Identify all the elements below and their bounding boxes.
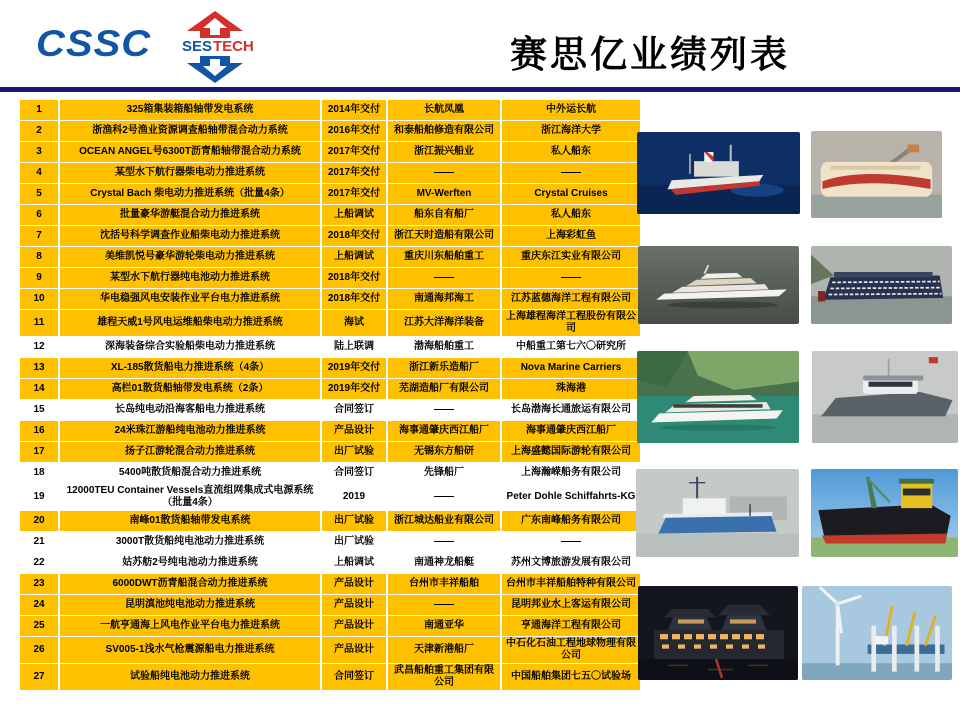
owner: 江苏蓝德海洋工程有限公司 — [502, 289, 640, 309]
photo-wind-installation-platform — [802, 586, 952, 680]
status: 海试 — [322, 310, 386, 336]
owner: 亨通海洋工程有限公司 — [502, 616, 640, 636]
owner: 浙江海洋大学 — [502, 121, 640, 141]
table-row — [20, 616, 642, 636]
status: 产品设计 — [322, 616, 386, 636]
project-name: 华电稳强风电安装作业平台电力推进系统 — [60, 289, 320, 309]
owner: 私人船东 — [502, 205, 640, 225]
owner: 中国船舶集团七五〇试验场 — [502, 664, 640, 690]
status: 陆上联调 — [322, 337, 386, 357]
project-name: 批量豪华游艇混合动力推进系统 — [60, 205, 320, 225]
owner: 私人船东 — [502, 142, 640, 162]
project-name: 某型水下航行器柴电动力推进系统 — [60, 163, 320, 183]
table-row — [20, 463, 642, 483]
project-name: 深海装备综合实验船柴电动力推进系统 — [60, 337, 320, 357]
status: 出厂试验 — [322, 442, 386, 462]
row-number: 3 — [20, 142, 58, 162]
project-name: 高栏01散货船轴带发电系统（2条） — [60, 379, 320, 399]
page-title: 赛思亿业绩列表 — [510, 34, 790, 75]
table-row — [20, 421, 642, 441]
row-number: 11 — [20, 310, 58, 336]
row-number: 24 — [20, 595, 58, 615]
table-row — [20, 664, 642, 690]
status: 2019年交付 — [322, 358, 386, 378]
owner: 昆明邦业水上客运有限公司 — [502, 595, 640, 615]
row-number: 6 — [20, 205, 58, 225]
project-name: 6000DWT沥青船混合动力推进系统 — [60, 574, 320, 594]
table-row — [20, 184, 642, 204]
table-row — [20, 484, 642, 510]
shipyard: 和泰船舶修造有限公司 — [388, 121, 500, 141]
table-row — [20, 553, 642, 573]
table-row — [20, 358, 642, 378]
row-number: 5 — [20, 184, 58, 204]
shipyard: 船东自有船厂 — [388, 205, 500, 225]
owner: 台州市丰祥船舶特种有限公司 — [502, 574, 640, 594]
row-number: 18 — [20, 463, 58, 483]
row-number: 13 — [20, 358, 58, 378]
owner: 上海彩虹鱼 — [502, 226, 640, 246]
sestech-wordmark-red: TECH — [213, 38, 254, 55]
shipyard: 浙江天时造船有限公司 — [388, 226, 500, 246]
project-name: 雄程天威1号风电运维船柴电动力推进系统 — [60, 310, 320, 336]
status: 2018年交付 — [322, 268, 386, 288]
row-number: 20 — [20, 511, 58, 531]
row-number: 19 — [20, 484, 58, 510]
shipyard: —— — [388, 400, 500, 420]
owner: 广东南峰船务有限公司 — [502, 511, 640, 531]
photo-ferry — [811, 131, 942, 218]
row-number: 7 — [20, 226, 58, 246]
performance-table — [20, 100, 642, 690]
project-name: 试验船纯电池动力推进系统 — [60, 664, 320, 690]
row-number: 4 — [20, 163, 58, 183]
project-name: 姑苏舫2号纯电池动力推进系统 — [60, 553, 320, 573]
project-name: 昆明滇池纯电池动力推进系统 — [60, 595, 320, 615]
status: 合同签订 — [322, 664, 386, 690]
table-row — [20, 337, 642, 357]
status: 2018年交付 — [322, 226, 386, 246]
owner: 中外运长航 — [502, 100, 640, 120]
status: 2019 — [322, 484, 386, 510]
status: 2019年交付 — [322, 379, 386, 399]
status: 产品设计 — [322, 421, 386, 441]
row-number: 17 — [20, 442, 58, 462]
table-row — [20, 379, 642, 399]
owner: 中船重工第七六〇研究所 — [502, 337, 640, 357]
project-name: SV005-1浅水气枪震源船电力推进系统 — [60, 637, 320, 663]
owner: Peter Dohle Schiffahrts-KG — [502, 484, 640, 510]
project-name: Crystal Bach 柴电动力推进系统（批量4条） — [60, 184, 320, 204]
status: 产品设计 — [322, 637, 386, 663]
header-divider — [0, 87, 960, 92]
status: 合同签订 — [322, 400, 386, 420]
table-row — [20, 121, 642, 141]
row-number: 15 — [20, 400, 58, 420]
shipyard: 重庆川东船舶重工 — [388, 247, 500, 267]
status: 上船调试 — [322, 553, 386, 573]
shipyard: 南通神龙船艇 — [388, 553, 500, 573]
shipyard: 渤海船舶重工 — [388, 337, 500, 357]
shipyard: 浙江新乐造船厂 — [388, 358, 500, 378]
status: 2017年交付 — [322, 163, 386, 183]
row-number: 25 — [20, 616, 58, 636]
shipyard: 天津新港船厂 — [388, 637, 500, 663]
status: 上船调试 — [322, 205, 386, 225]
shipyard: —— — [388, 595, 500, 615]
owner: 上海盛懿国际游轮有限公司 — [502, 442, 640, 462]
shipyard: 无锡东方船研 — [388, 442, 500, 462]
project-name: 325箱集装箱船轴带发电系统 — [60, 100, 320, 120]
owner: —— — [502, 163, 640, 183]
row-number: 26 — [20, 637, 58, 663]
row-number: 21 — [20, 532, 58, 552]
status: 2014年交付 — [322, 100, 386, 120]
project-name: 浙渔科2号渔业资源调查船轴带混合动力系统 — [60, 121, 320, 141]
shipyard: MV-Werften — [388, 184, 500, 204]
project-name: 一航亨通海上风电作业平台电力推进系统 — [60, 616, 320, 636]
owner: —— — [502, 268, 640, 288]
shipyard: 先锋船厂 — [388, 463, 500, 483]
status: 出厂试验 — [322, 532, 386, 552]
row-number: 23 — [20, 574, 58, 594]
shipyard: —— — [388, 484, 500, 510]
shipyard: 海事通肇庆西江船厂 — [388, 421, 500, 441]
status: 上船调试 — [322, 247, 386, 267]
shipyard: —— — [388, 163, 500, 183]
sestech-wordmark-blue: SES — [182, 38, 213, 55]
shipyard: 武昌船舶重工集团有限公司 — [388, 664, 500, 690]
status: 产品设计 — [322, 574, 386, 594]
photo-yacht-render — [638, 246, 799, 324]
table-row — [20, 247, 642, 267]
project-name: 某型水下航行器纯电池动力推进系统 — [60, 268, 320, 288]
table-row — [20, 226, 642, 246]
status: 产品设计 — [322, 595, 386, 615]
row-number: 1 — [20, 100, 58, 120]
shipyard: —— — [388, 532, 500, 552]
row-number: 16 — [20, 421, 58, 441]
row-number: 9 — [20, 268, 58, 288]
owner: Crystal Cruises — [502, 184, 640, 204]
owner: —— — [502, 532, 640, 552]
cssc-logo: CSSC — [36, 23, 152, 65]
owner: 珠海港 — [502, 379, 640, 399]
status: 2017年交付 — [322, 184, 386, 204]
table-row — [20, 205, 642, 225]
project-name: 12000TEU Container Vessels直流组网集成式电源系统（批量4条） — [60, 484, 320, 510]
table-row — [20, 163, 642, 183]
owner: 长岛渤海长通旅运有限公司 — [502, 400, 640, 420]
table-row — [20, 595, 642, 615]
shipyard: 浙江城达船业有限公司 — [388, 511, 500, 531]
project-name: 长岛纯电动沿海客船电力推进系统 — [60, 400, 320, 420]
owner: Nova Marine Carriers — [502, 358, 640, 378]
project-name: 沈括号科学调查作业船柴电动力推进系统 — [60, 226, 320, 246]
row-number: 14 — [20, 379, 58, 399]
status: 2016年交付 — [322, 121, 386, 141]
shipyard: 台州市丰祥船舶 — [388, 574, 500, 594]
table-row — [20, 574, 642, 594]
project-name: 美维凯悦号豪华游轮柴电动力推进系统 — [60, 247, 320, 267]
photo-grey-yacht-render — [812, 351, 958, 443]
shipyard: 南通亚华 — [388, 616, 500, 636]
photo-blue-research-ship — [636, 469, 799, 557]
project-name: 3000T散货船纯电池动力推进系统 — [60, 532, 320, 552]
shipyard: —— — [388, 268, 500, 288]
row-number: 10 — [20, 289, 58, 309]
project-name: 24米珠江游船纯电池动力推进系统 — [60, 421, 320, 441]
status: 出厂试验 — [322, 511, 386, 531]
owner: 上海雄程海洋工程股份有限公司 — [502, 310, 640, 336]
status: 2017年交付 — [322, 142, 386, 162]
owner: 上海瀚嵘船务有限公司 — [502, 463, 640, 483]
owner: 苏州文博旅游发展有限公司 — [502, 553, 640, 573]
status: 2018年交付 — [322, 289, 386, 309]
owner: 海事通肇庆西江船厂 — [502, 421, 640, 441]
photo-river-cruise-ship — [811, 246, 952, 324]
row-number: 12 — [20, 337, 58, 357]
project-name: OCEAN ANGEL号6300T沥青船轴带混合动力系统 — [60, 142, 320, 162]
project-name: 南峰01散货船轴带发电系统 — [60, 511, 320, 531]
row-number: 8 — [20, 247, 58, 267]
shipyard: 南通海邦海工 — [388, 289, 500, 309]
sestech-logo-icon — [170, 10, 260, 84]
table-row — [20, 400, 642, 420]
table-row — [20, 289, 642, 309]
photo-cargo-ship — [811, 469, 958, 557]
project-name: 扬子江游轮混合动力推进系统 — [60, 442, 320, 462]
shipyard: 长航凤凰 — [388, 100, 500, 120]
table-row — [20, 268, 642, 288]
shipyard: 江苏大洋海洋装备 — [388, 310, 500, 336]
table-row — [20, 310, 642, 336]
table-row — [20, 532, 642, 552]
project-name: XL-185散货船电力推进系统（4条） — [60, 358, 320, 378]
table-row — [20, 442, 642, 462]
shipyard: 芜湖造船厂有限公司 — [388, 379, 500, 399]
sestech-logo — [170, 10, 260, 84]
photo-green-water-cruise — [637, 351, 799, 443]
photo-night-pavilion-boat — [638, 586, 798, 680]
row-number: 2 — [20, 121, 58, 141]
table-row — [20, 637, 642, 663]
table-row — [20, 100, 642, 120]
row-number: 27 — [20, 664, 58, 690]
table-row — [20, 511, 642, 531]
owner: 重庆东江实业有限公司 — [502, 247, 640, 267]
owner: 中石化石油工程地球物理有限公司 — [502, 637, 640, 663]
table-row — [20, 142, 642, 162]
project-name: 5400吨散货船混合动力推进系统 — [60, 463, 320, 483]
photo-research-vessel — [637, 132, 800, 214]
status: 合同签订 — [322, 463, 386, 483]
row-number: 22 — [20, 553, 58, 573]
shipyard: 浙江振兴船业 — [388, 142, 500, 162]
